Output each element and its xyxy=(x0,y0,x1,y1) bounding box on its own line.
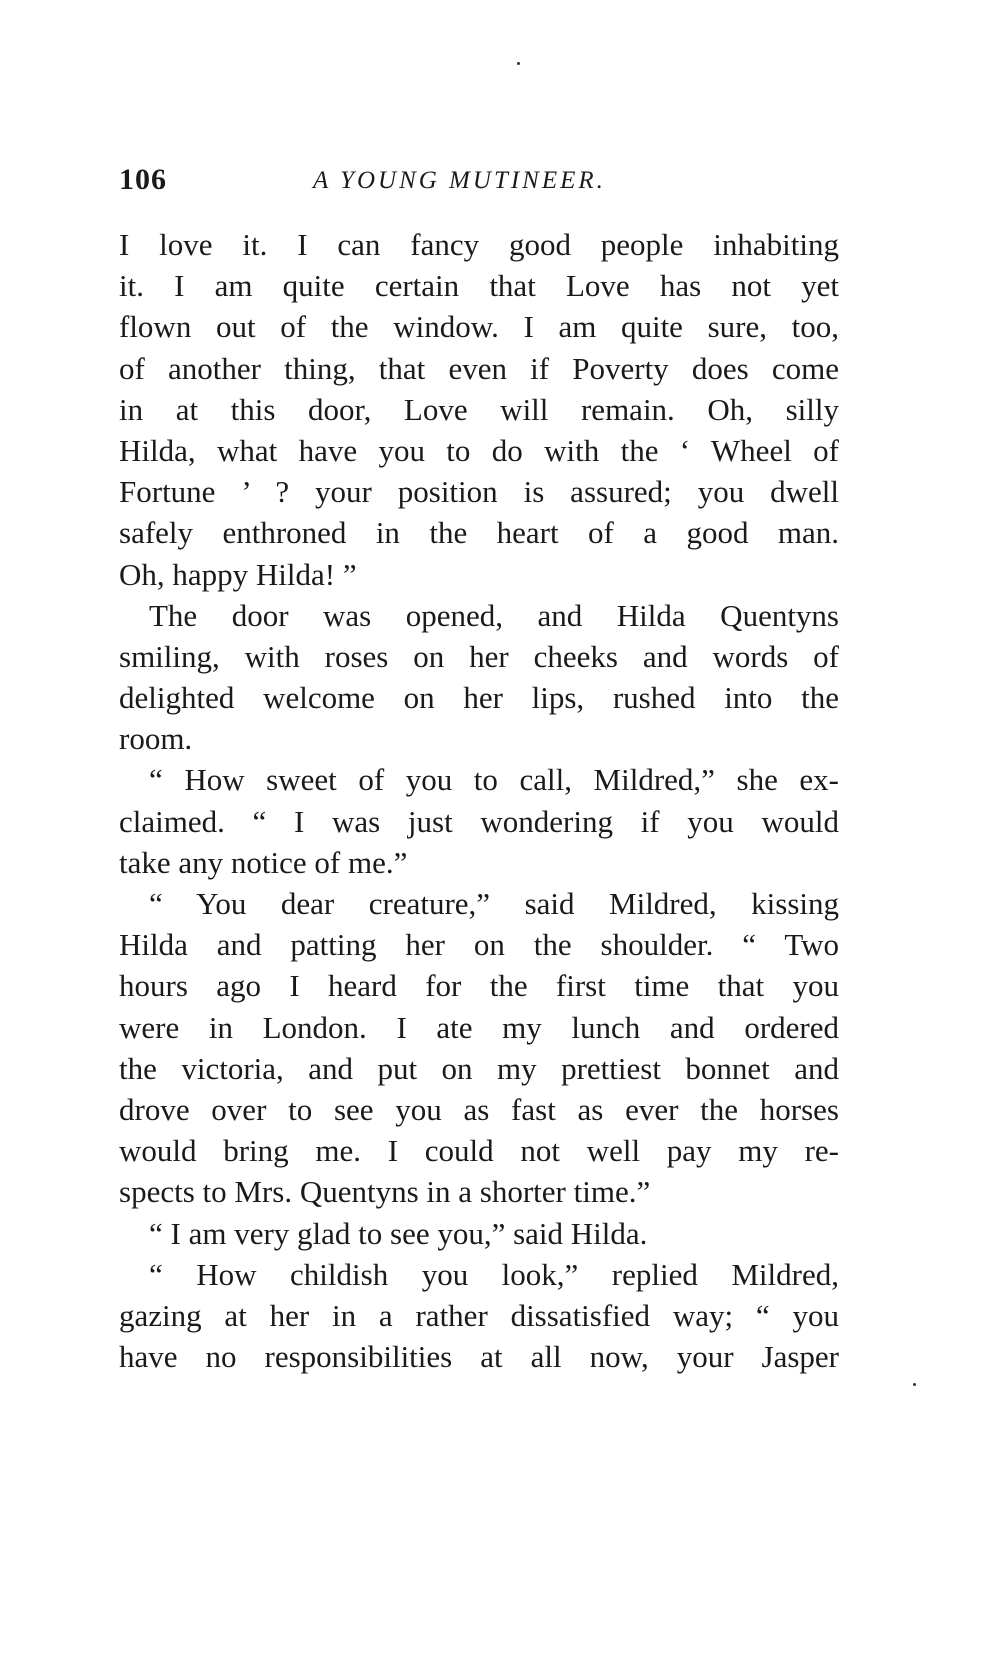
text-line: Fortune ’ ? your position is assured; you dwell xyxy=(119,474,839,510)
text-line: take any notice of me.” xyxy=(119,844,408,880)
text-line: Oh, happy Hilda! ” xyxy=(119,556,357,592)
text-line: smiling, with roses on her cheeks and words of xyxy=(119,638,839,674)
text-line: “ How childish you look,” replied Mildred, xyxy=(149,1256,839,1292)
ink-speck xyxy=(913,1383,916,1386)
text-line: spects to Mrs. Quentyns in a shorter time.” xyxy=(119,1174,651,1210)
text-line: “ I am very glad to see you,” said Hilda. xyxy=(149,1215,648,1251)
ink-speck xyxy=(517,62,520,65)
text-line: have no responsibilities at all now, your Jasper xyxy=(119,1339,839,1375)
text-line: hours ago I heard for the first time that you xyxy=(119,968,839,1004)
text-line: claimed. “ I was just wondering if you would xyxy=(119,803,839,839)
text-line: of another thing, that even if Poverty does come xyxy=(119,350,839,386)
text-line: would bring me. I could not well pay my re- xyxy=(119,1133,839,1169)
text-line: drove over to see you as fast as ever the horses xyxy=(119,1091,839,1127)
running-title: A YOUNG MUTINEER. xyxy=(313,167,606,194)
text-line: it. I am quite certain that Love has not yet xyxy=(119,268,839,304)
page-number: 106 xyxy=(119,163,167,196)
page-header xyxy=(119,163,839,203)
text-line: “ How sweet of you to call, Mildred,” she ex- xyxy=(149,762,839,798)
text-line: in at this door, Love will remain. Oh, silly xyxy=(119,391,839,427)
text-line: flown out of the window. I am quite sure, too, xyxy=(119,309,839,345)
text-line: the victoria, and put on my prettiest bonnet and xyxy=(119,1050,839,1086)
text-line: The door was opened, and Hilda Quentyns xyxy=(149,597,839,633)
text-line: room. xyxy=(119,721,193,757)
text-line: “ You dear creature,” said Mildred, kissing xyxy=(149,886,839,921)
text-line: delighted welcome on her lips, rushed into the xyxy=(119,680,839,716)
text-line: gazing at her in a rather dissatisfied way; “ you xyxy=(119,1297,839,1333)
body-text xyxy=(119,224,839,1377)
text-line: were in London. I ate my lunch and ordered xyxy=(119,1009,839,1045)
text-line: Hilda, what have you to do with the ‘ Wheel of xyxy=(119,432,839,468)
text-line: safely enthroned in the heart of a good man. xyxy=(119,515,839,551)
text-line: I love it. I can fancy good people inhabiting xyxy=(119,227,839,262)
text-line: Hilda and patting her on the shoulder. “ Two xyxy=(119,927,839,963)
